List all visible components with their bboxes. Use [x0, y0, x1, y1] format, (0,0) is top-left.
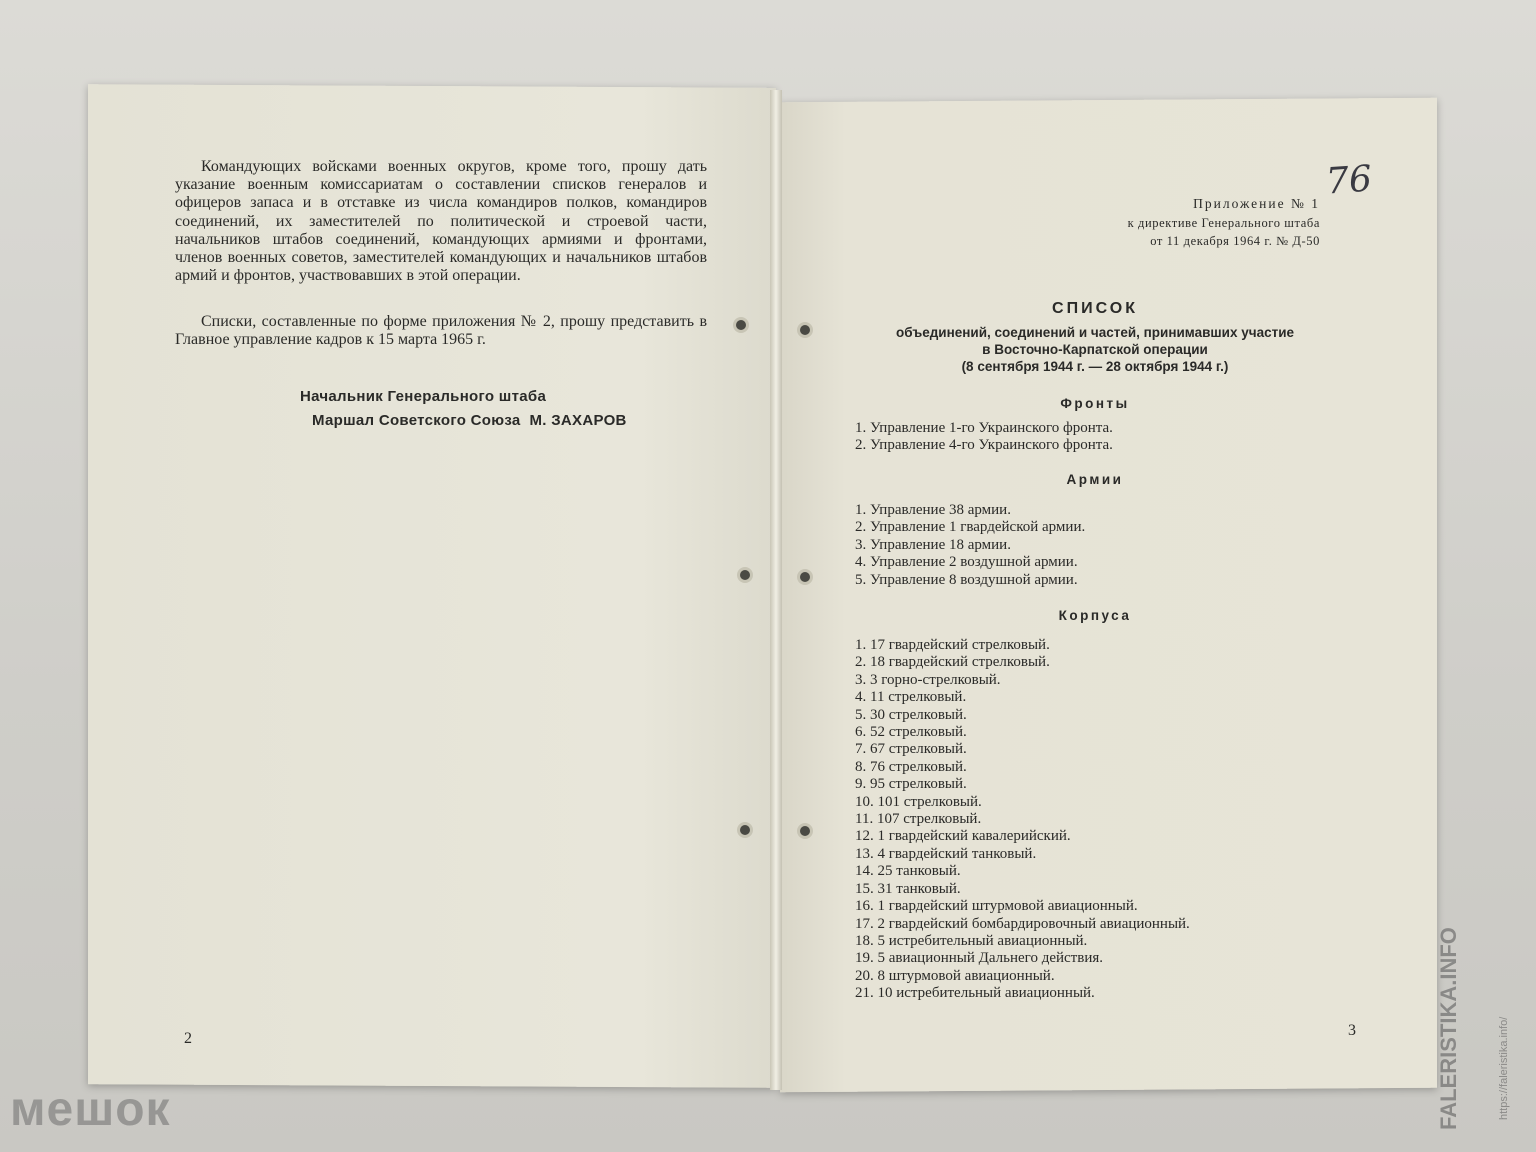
signature-title: Начальник Генерального штаба: [300, 388, 547, 405]
body-paragraph: Списки, составленные по форме приложения № 2, прошу представить в Главное управление кадров к 15 марта 1965 г.: [175, 313, 707, 349]
list-item: 7. 67 стрелковый.: [855, 741, 967, 758]
list-item: 2. 18 гвардейский стрелковый.: [855, 654, 1050, 671]
list-item: 21. 10 истребительный авиационный.: [855, 985, 1095, 1002]
list-item: 9. 95 стрелковый.: [855, 776, 967, 793]
list-item: 18. 5 истребительный авиационный.: [855, 932, 1088, 949]
body-paragraph: Командующих войсками военных округов, кроме того, прошу дать указание военным комиссариатам о составлении списков генералов и офицеров запаса и в отставке из числа командиров полков, командиров соединений, их заместителей по политической и строевой части, начальников штабов соединений, командующих армиями и фронтами, членов военных советов, заместителей командующих и начальников штабов армий и фронтов, участвовавших в этой операции.: [175, 158, 707, 285]
list-item: 1. Управление 38 армии.: [855, 502, 1011, 518]
list-item: 3. Управление 18 армии.: [855, 536, 1011, 553]
faleristika-watermark: FALERISTIKA.INFO: [1436, 927, 1461, 1130]
list-item: 3. 3 горно-стрелковый.: [855, 671, 1001, 688]
staple-hole: [800, 826, 810, 836]
list-item: 19. 5 авиационный Дальнего действия.: [855, 950, 1103, 967]
signature-name: Маршал Советского Союза М. ЗАХАРОВ: [312, 412, 627, 429]
staple-hole: [800, 572, 810, 582]
list-item: 12. 1 гвардейский кавалерийский.: [855, 828, 1071, 845]
page-number-right: 3: [1348, 1022, 1356, 1039]
staple-hole: [736, 320, 746, 330]
list-item: 11. 107 стрелковый.: [855, 811, 982, 828]
staple-hole: [800, 325, 810, 335]
subtitle-line2: в Восточно-Карпатской операции: [982, 342, 1208, 357]
list-item: 16. 1 гвардейский штурмовой авиационный.: [855, 898, 1138, 915]
handwritten-number: 76: [1324, 158, 1374, 203]
list-item: 13. 4 гвардейский танковый.: [855, 845, 1037, 862]
subtitle-line3: (8 сентября 1944 г. — 28 октября 1944 г.): [961, 359, 1229, 374]
list-item: 5. Управление 8 воздушной армии.: [855, 571, 1078, 588]
armies-list: [855, 502, 1085, 589]
meshok-watermark-logo: мешок: [10, 1083, 171, 1136]
list-item: 10. 101 стрелковый.: [855, 793, 982, 810]
appendix-line2: к директиве Генерального штаба: [1127, 216, 1320, 230]
list-item: 17. 2 гвардейский бомбардировочный авиационный.: [855, 915, 1190, 932]
list-item: 5. 30 стрелковый.: [855, 706, 967, 723]
list-item: 4. 11 стрелковый.: [855, 689, 967, 706]
section-heading-fronts: Фронты: [1060, 396, 1130, 411]
staple-hole: [740, 570, 750, 580]
list-item: 2. Управление 1 гвардейской армии.: [855, 519, 1086, 536]
list-item: 1. Управление 1-го Украинского фронта.: [855, 420, 1113, 436]
corps-list: [855, 637, 1190, 1003]
appendix-line1: Приложение № 1: [1193, 196, 1320, 211]
list-item: 2. Управление 4-го Украинского фронта.: [855, 437, 1113, 454]
list-item: 8. 76 стрелковый.: [855, 758, 967, 775]
subtitle-line1: объединений, соединений и частей, принимавших участие: [895, 325, 1295, 340]
list-item: 14. 25 танковый.: [855, 863, 961, 880]
page-number-left: 2: [184, 1030, 192, 1047]
document-title: СПИСОК: [1052, 300, 1138, 317]
section-heading-corps: Корпуса: [1058, 608, 1132, 623]
staple-hole: [740, 825, 750, 835]
list-item: 20. 8 штурмовой авиационный.: [855, 967, 1055, 984]
list-item: 1. 17 гвардейский стрелковый.: [855, 637, 1050, 653]
list-item: 6. 52 стрелковый.: [855, 724, 967, 741]
faleristika-url-watermark: https://faleristika.info/: [1498, 1016, 1510, 1120]
list-item: 4. Управление 2 воздушной армии.: [855, 554, 1078, 571]
list-item: 15. 31 танковый.: [855, 880, 961, 897]
appendix-line3: от 11 декабря 1964 г. № Д-50: [1150, 234, 1320, 248]
section-heading-armies: Армии: [1066, 472, 1124, 487]
fronts-list: [855, 420, 1113, 455]
booklet-fold: [770, 90, 782, 1090]
